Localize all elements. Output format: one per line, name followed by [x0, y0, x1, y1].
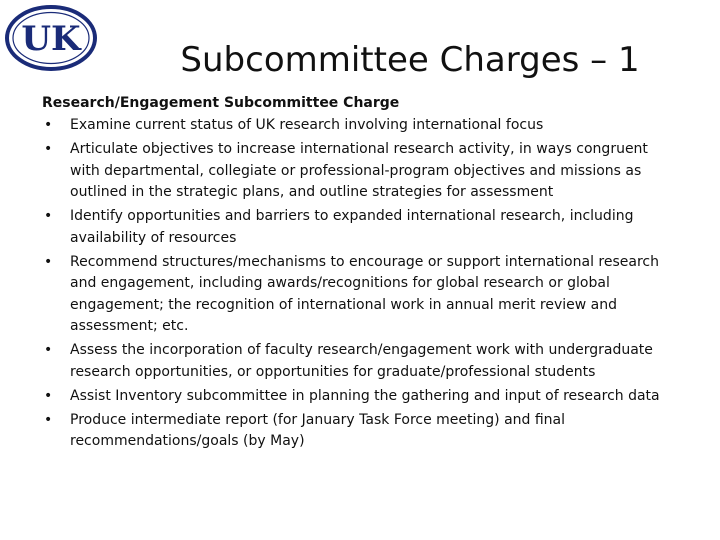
bullet-icon: • — [44, 411, 53, 428]
charge-text: Examine current status of UK research involving international focus — [70, 117, 544, 133]
charge-list — [42, 115, 678, 453]
charge-item — [42, 386, 678, 408]
charge-text: Assist Inventory subcommittee in planning the gathering and input of research data — [70, 387, 660, 404]
slide-body — [42, 93, 678, 455]
uk-logo — [4, 4, 98, 72]
bullet-icon: • — [44, 117, 53, 133]
bullet-icon: • — [44, 208, 53, 224]
charge-text: Assess the incorporation of faculty research/engagement work with undergraduate research opportunities, or opportunities for graduate/professional students — [70, 342, 653, 380]
bullet-icon: • — [44, 387, 53, 404]
bullet-icon: • — [44, 141, 53, 157]
slide-title: Subcommittee Charges – 1 — [180, 40, 640, 80]
charge-item — [42, 115, 678, 137]
charge-text: Produce intermediate report (for January Task Force meeting) and final recommendations/goals (by May) — [70, 411, 566, 449]
charge-text: Articulate objectives to increase international research activity, in ways congruent with departmental, collegiate or professional-program objectives and missions as outlined in the strategic plans, and outline strategies for assessment — [70, 141, 648, 200]
charge-item — [42, 139, 678, 204]
charge-text: Recommend structures/mechanisms to encourage or support international research and engagement, including awards/recognitions for global research or global engagement; the recognition of international work in annual merit review and assessment; etc. — [70, 253, 659, 334]
bullet-icon: • — [44, 253, 53, 270]
charge-item — [42, 340, 678, 383]
uk-logo-seal — [4, 4, 98, 72]
charge-item — [42, 410, 678, 453]
uk-logo-text: UK — [21, 19, 81, 59]
charge-item — [42, 206, 678, 249]
bullet-icon: • — [44, 342, 53, 358]
charge-text: Identify opportunities and barriers to expanded international research, including availability of resources — [70, 208, 634, 246]
charge-item — [42, 252, 678, 338]
charge-heading: Research/Engagement Subcommittee Charge — [42, 95, 400, 111]
